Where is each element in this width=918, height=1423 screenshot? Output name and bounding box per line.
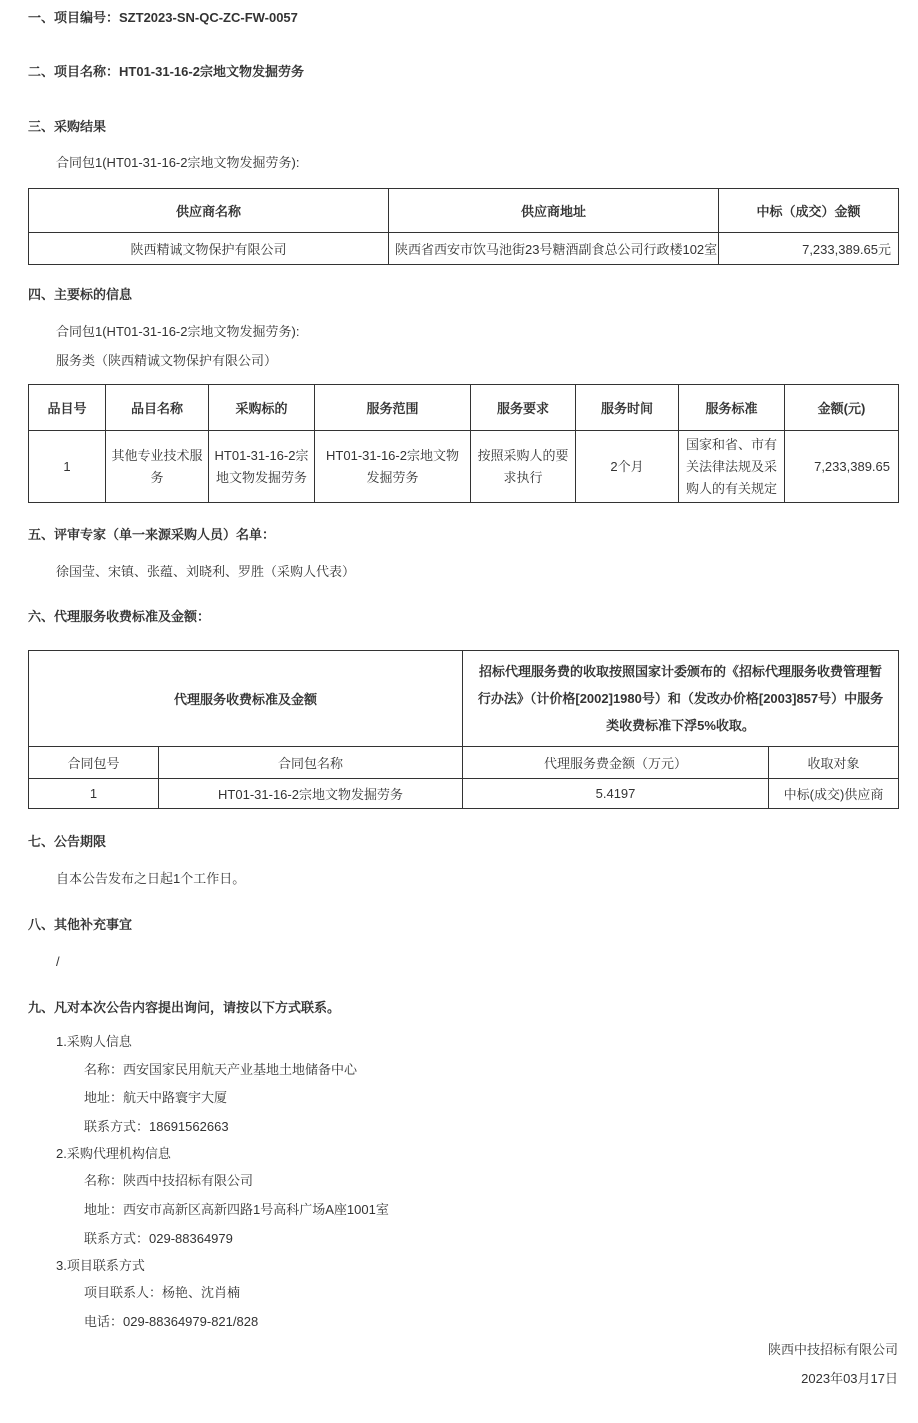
fee-standard-label: 代理服务收费标准及金额 bbox=[29, 651, 463, 747]
purchaser-info-title: 1.采购人信息 bbox=[56, 1034, 132, 1049]
procurement-result-package: 合同包1(HT01-31-16-2宗地文物发掘劳务): bbox=[56, 155, 300, 170]
review-experts-names: 徐国莹、宋镇、张蕴、刘晓利、罗胜（采购人代表） bbox=[56, 564, 356, 579]
service-requirement-header: 服务要求 bbox=[471, 385, 576, 431]
service-standard-header: 服务标准 bbox=[679, 385, 785, 431]
agency-phone-label: 联系方式： bbox=[84, 1231, 150, 1246]
award-amount-cell: 7,233,389.65元 bbox=[719, 233, 899, 265]
table-header-row bbox=[29, 385, 899, 431]
table-header-row bbox=[29, 747, 899, 779]
agency-fee-amount-cell: 5.4197 bbox=[463, 779, 769, 809]
purchaser-phone bbox=[84, 1117, 229, 1137]
project-contact-person-label: 项目联系人： bbox=[84, 1285, 163, 1300]
procurement-result-table bbox=[28, 188, 899, 265]
purchaser-phone-label: 联系方式： bbox=[84, 1119, 150, 1134]
agency-phone-value: 029-88364979 bbox=[149, 1231, 233, 1246]
supplier-address-cell: 陕西省西安市饮马池街23号糖酒副食总公司行政楼102室 bbox=[389, 233, 719, 265]
project-contact-person-value: 杨艳、沈肖楠 bbox=[162, 1285, 241, 1300]
project-name-label: 二、项目名称： bbox=[28, 64, 120, 79]
contact-heading: 九、凡对本次公告内容提出询问，请按以下方式联系。 bbox=[28, 1000, 341, 1015]
purchaser-name bbox=[84, 1060, 357, 1080]
item-no-header: 品目号 bbox=[29, 385, 106, 431]
agency-address bbox=[84, 1200, 389, 1220]
project-contact-phone-label: 电话： bbox=[84, 1314, 124, 1329]
table-row bbox=[29, 779, 899, 809]
item-name-header: 品目名称 bbox=[106, 385, 209, 431]
amount-header: 金额(元) bbox=[785, 385, 899, 431]
purchaser-address bbox=[84, 1088, 227, 1108]
award-amount-header: 中标（成交）金额 bbox=[719, 189, 899, 233]
procurement-result-heading: 三、采购结果 bbox=[28, 119, 107, 134]
package-no-cell: 1 bbox=[29, 779, 159, 809]
purchaser-address-label: 地址： bbox=[84, 1090, 124, 1105]
purchaser-name-value: 西安国家民用航天产业基地土地储备中心 bbox=[123, 1062, 358, 1077]
purchaser-name-label: 名称： bbox=[84, 1062, 124, 1077]
package-no-header: 合同包号 bbox=[29, 747, 159, 779]
main-subject-table bbox=[28, 384, 899, 503]
agency-name bbox=[84, 1171, 253, 1191]
main-subject-category: 服务类（陕西精诚文物保护有限公司） bbox=[56, 353, 278, 368]
procurement-subject-cell: HT01-31-16-2宗地文物发掘劳务 bbox=[209, 431, 315, 503]
agency-fee-heading: 六、代理服务收费标准及金额： bbox=[28, 609, 211, 624]
project-contact-phone-value: 029-88364979-821/828 bbox=[123, 1314, 259, 1329]
service-scope-cell: HT01-31-16-2宗地文物发掘劳务 bbox=[315, 431, 471, 503]
signature-organization: 陕西中技招标有限公司 bbox=[767, 1342, 898, 1357]
project-contact-phone bbox=[84, 1312, 258, 1332]
purchaser-address-value: 航天中路寰宇大厦 bbox=[123, 1090, 228, 1105]
agency-fee-amount-header: 代理服务费金额（万元） bbox=[463, 747, 769, 779]
agency-address-value: 西安市高新区高新四路1号高科广场A座1001室 bbox=[123, 1202, 389, 1217]
item-name-cell: 其他专业技术服务 bbox=[106, 431, 209, 503]
project-name-heading bbox=[28, 62, 304, 82]
notice-period-text: 自本公告发布之日起1个工作日。 bbox=[56, 871, 246, 886]
fee-standard-row bbox=[29, 651, 899, 747]
main-subject-heading: 四、主要标的信息 bbox=[28, 287, 133, 302]
item-no-cell: 1 bbox=[29, 431, 106, 503]
project-number-value: SZT2023-SN-QC-ZC-FW-0057 bbox=[119, 10, 298, 25]
agency-address-label: 地址： bbox=[84, 1202, 124, 1217]
service-period-cell: 2个月 bbox=[576, 431, 679, 503]
supplier-name-header: 供应商名称 bbox=[29, 189, 389, 233]
signature-date: 2023年03月17日 bbox=[801, 1371, 898, 1386]
supplier-name-cell: 陕西精诚文物保护有限公司 bbox=[29, 233, 389, 265]
fee-payer-cell: 中标(成交)供应商 bbox=[769, 779, 899, 809]
table-header-row bbox=[29, 189, 899, 233]
service-standard-cell: 国家和省、市有关法律法规及采购人的有关规定 bbox=[679, 431, 785, 503]
agency-fee-table bbox=[28, 650, 899, 809]
service-scope-header: 服务范围 bbox=[315, 385, 471, 431]
project-number-heading bbox=[28, 8, 298, 28]
project-number-label: 一、项目编号： bbox=[28, 10, 120, 25]
other-matters-text: / bbox=[56, 954, 60, 969]
project-name-value: HT01-31-16-2宗地文物发掘劳务 bbox=[119, 64, 304, 79]
project-contact-person bbox=[84, 1283, 240, 1303]
package-name-cell: HT01-31-16-2宗地文物发掘劳务 bbox=[159, 779, 463, 809]
agency-name-value: 陕西中技招标有限公司 bbox=[123, 1173, 254, 1188]
service-period-header: 服务时间 bbox=[576, 385, 679, 431]
procurement-subject-header: 采购标的 bbox=[209, 385, 315, 431]
purchaser-phone-value: 18691562663 bbox=[149, 1119, 229, 1134]
supplier-address-header: 供应商地址 bbox=[389, 189, 719, 233]
project-contact-title: 3.项目联系方式 bbox=[56, 1258, 145, 1273]
service-requirement-cell: 按照采购人的要求执行 bbox=[471, 431, 576, 503]
agency-name-label: 名称： bbox=[84, 1173, 124, 1188]
notice-period-heading: 七、公告期限 bbox=[28, 834, 107, 849]
agency-info-title: 2.采购代理机构信息 bbox=[56, 1146, 171, 1161]
fee-standard-text: 招标代理服务费的收取按照国家计委颁布的《招标代理服务收费管理暂行办法》（计价格[2002]1980号）和（发改办价格[2003]857号）中服务类收费标准下浮5%收取。 bbox=[463, 651, 899, 747]
other-matters-heading: 八、其他补充事宜 bbox=[28, 917, 133, 932]
fee-payer-header: 收取对象 bbox=[769, 747, 899, 779]
main-subject-package: 合同包1(HT01-31-16-2宗地文物发掘劳务): bbox=[56, 324, 300, 339]
table-row bbox=[29, 233, 899, 265]
package-name-header: 合同包名称 bbox=[159, 747, 463, 779]
review-experts-heading: 五、评审专家（单一来源采购人员）名单： bbox=[28, 527, 276, 542]
agency-phone bbox=[84, 1229, 233, 1249]
table-row bbox=[29, 431, 899, 503]
amount-cell: 7,233,389.65 bbox=[785, 431, 899, 503]
